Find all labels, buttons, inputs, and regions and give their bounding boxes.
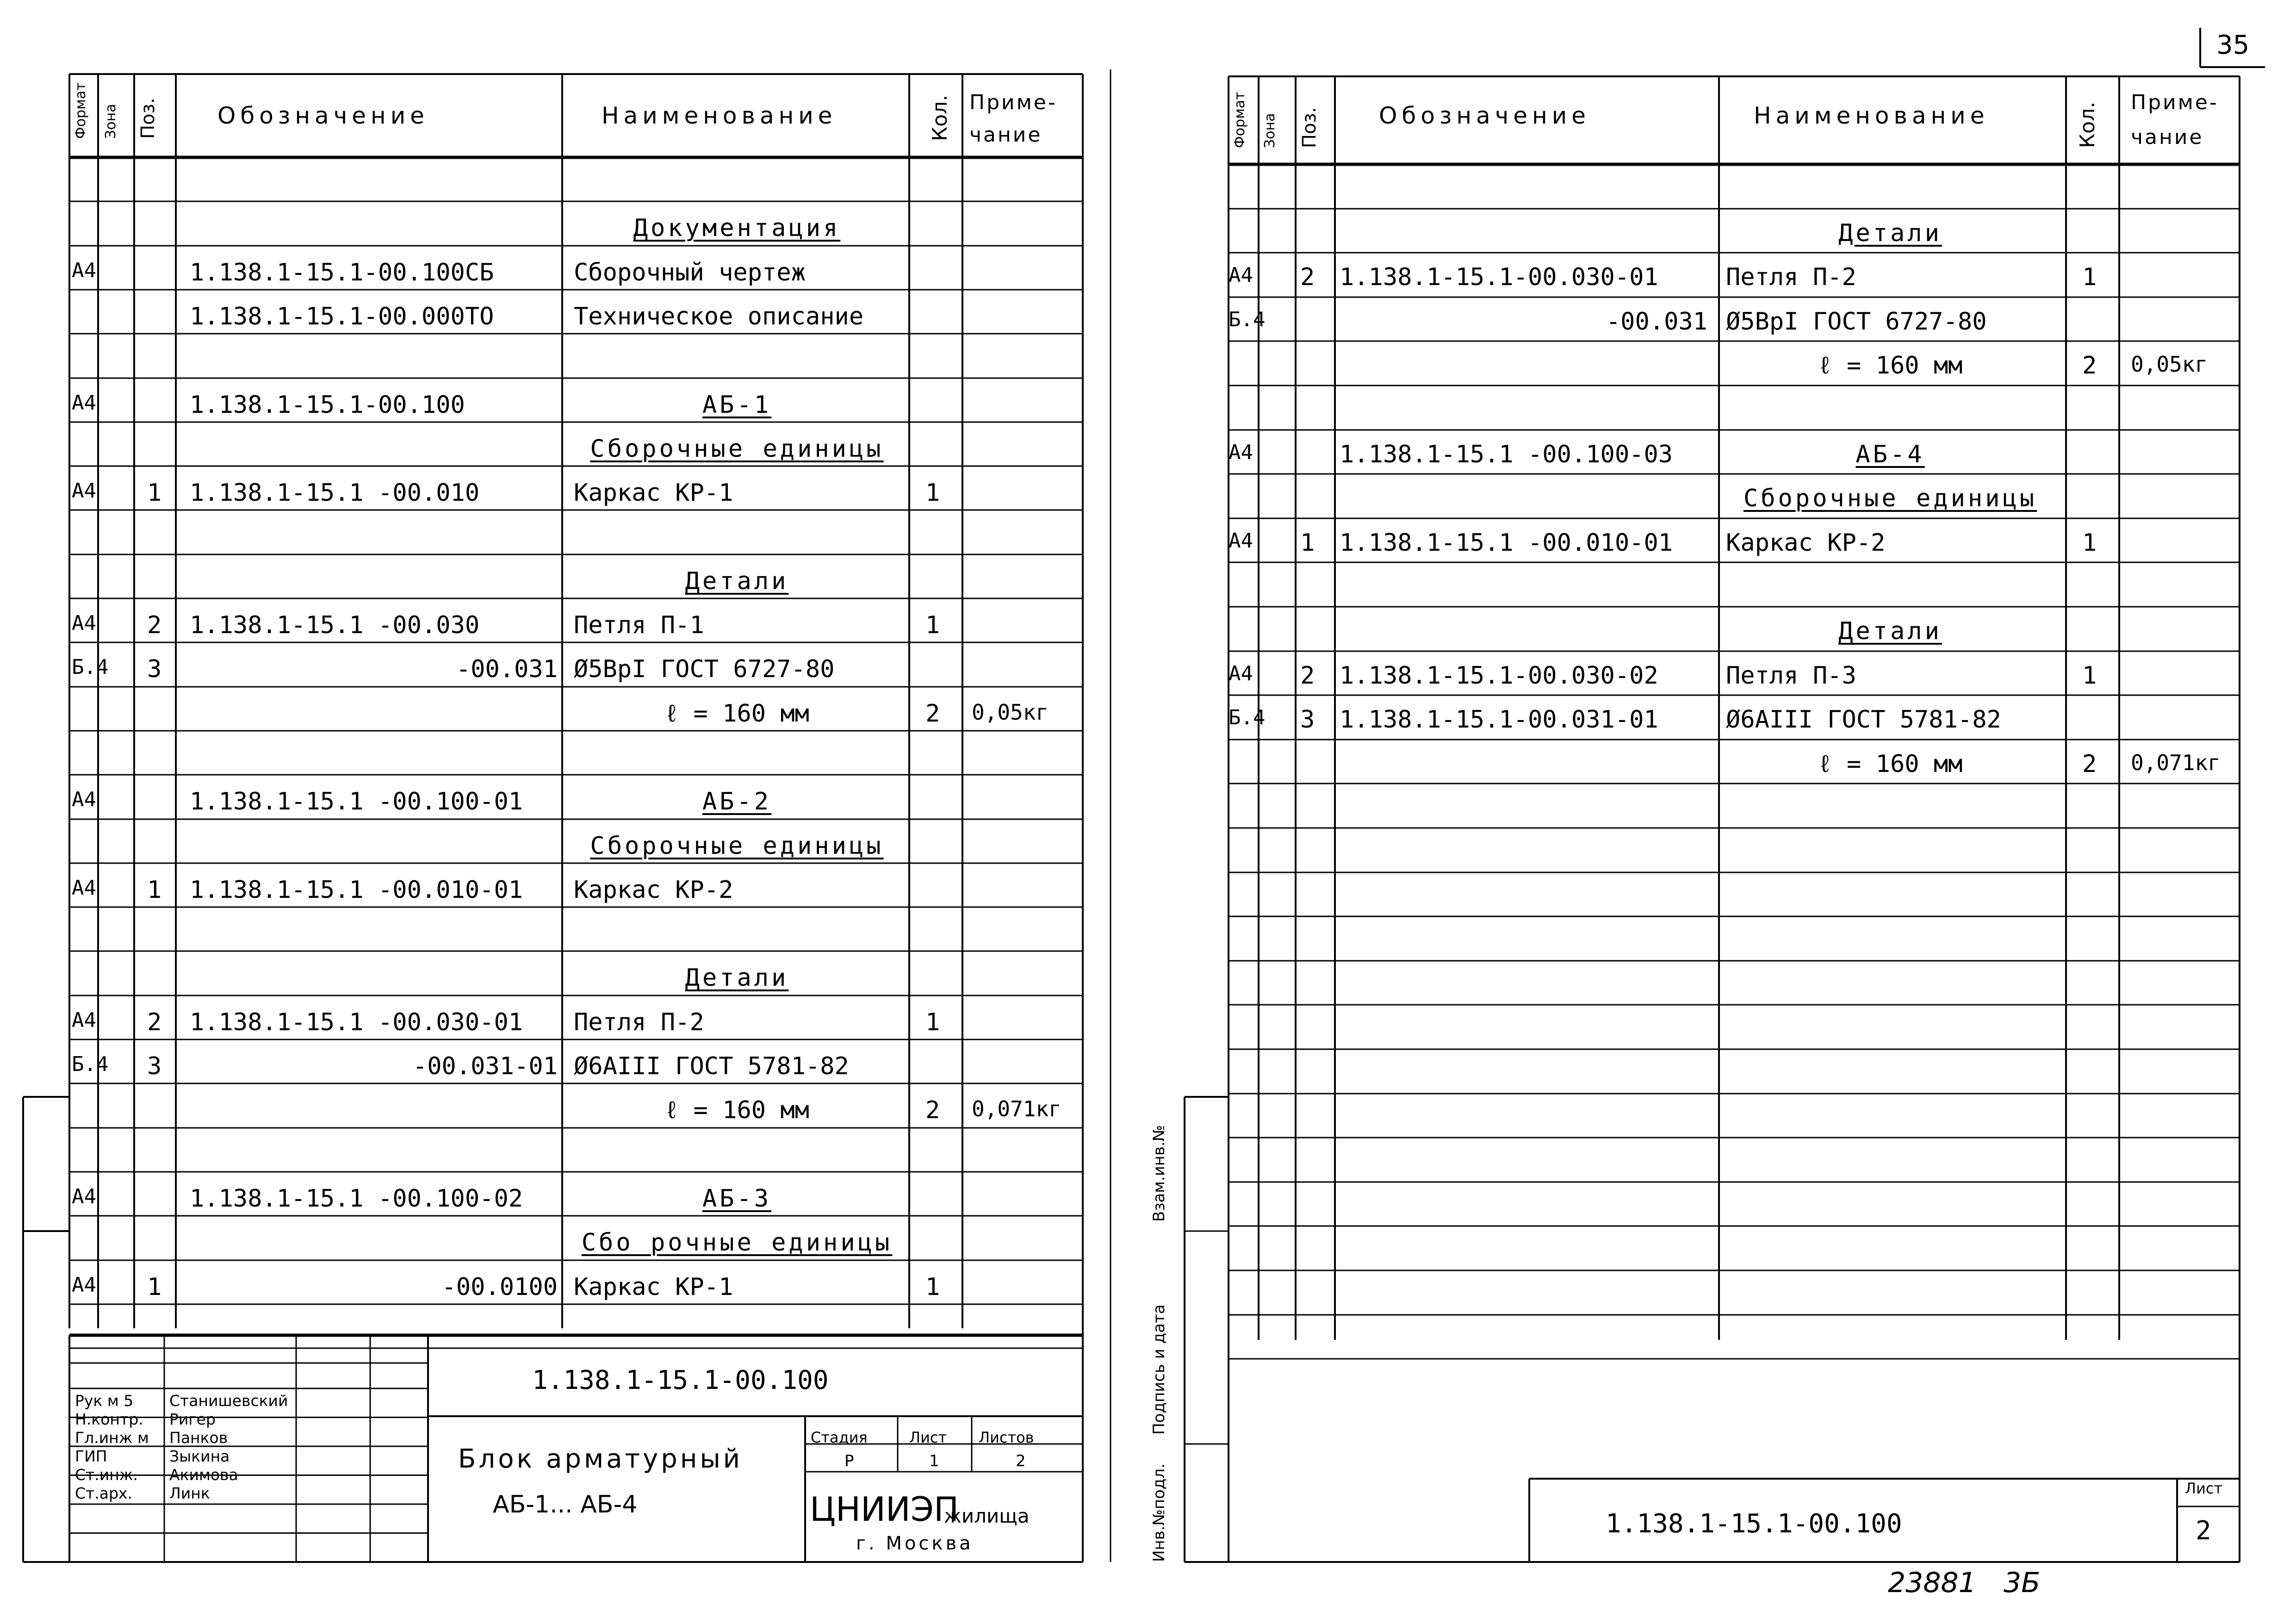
right-header-format: Формат [1232,92,1248,148]
row-quantity: 1 [925,1273,940,1301]
right-header-designation: Обозначение [1379,102,1590,129]
row-name: Ø6АIII ГОСТ 5781-82 [574,1052,849,1080]
right-header-zone: Зона [1262,113,1278,148]
row-format: Б.4 [72,655,109,679]
title-block-code: 1.138.1-15.1-00.100 [532,1365,829,1395]
row-position: 3 [1300,706,1315,734]
row-position: 1 [147,1273,162,1301]
row-format: А4 [72,479,96,503]
sheets-value: 2 [1016,1452,1026,1470]
row-position: 2 [1300,263,1315,292]
row-position: 2 [147,1008,162,1036]
row-name: Петля П-3 [1726,661,1856,690]
row-note: 0,05кг [972,699,1049,725]
row-designation: 1.138.1-15.1 -00.010-01 [190,876,523,904]
row-designation: -00.031 [1606,307,1707,336]
stamp-inv-podl: Инв.№подл. [1150,1463,1168,1562]
org-name: ЦНИИЭП [810,1490,959,1529]
row-name: АБ-2 [702,788,772,816]
row-format: А4 [72,876,96,900]
row-name: Петля П-1 [574,611,704,639]
sheet-number: 35 [2216,30,2250,60]
row-designation: -00.031 [456,655,558,684]
staff-name: Акимова [169,1466,238,1484]
row-name: Детали [685,567,789,595]
staff-name: Зыкина [169,1447,230,1465]
row-name: Сбо рочные единицы [581,1229,893,1257]
row-name: Ø6АIII ГОСТ 5781-82 [1726,706,2001,734]
row-designation: 1.138.1-15.1 -00.100-03 [1340,440,1673,468]
row-designation: 1.138.1-15.1-00.000ТО [190,302,494,330]
row-format: Б.4 [1229,706,1266,730]
staff-name: Станишевский [169,1392,288,1410]
stage-label: Стадия [811,1429,868,1446]
stage-value: Р [844,1452,854,1470]
org-city: г. Москва [856,1533,974,1554]
row-name: ℓ = 160 мм [664,1096,809,1125]
row-name: Каркас КР-2 [1726,529,1886,557]
row-format: А4 [72,1273,96,1297]
row-note: 0,05кг [2131,352,2208,377]
row-quantity: 1 [2082,263,2097,292]
left-header-zone: Зона [103,104,119,139]
org-suffix: жилища [944,1505,1030,1527]
row-name: Сборочный чертеж [574,258,806,286]
row-name: Каркас КР-1 [574,1273,733,1301]
row-position: 1 [147,479,162,507]
row-quantity: 2 [2082,750,2097,778]
stamp-podpis-data: Подпись и дата [1150,1304,1168,1435]
row-note: 0,071кг [2131,750,2221,775]
row-designation: 1.138.1-15.1 -00.100-02 [190,1184,523,1213]
left-header-qty: Кол. [928,94,952,141]
row-name: Сборочные единицы [590,832,884,860]
row-designation: 1.138.1-15.1-00.031-01 [1340,706,1658,734]
row-name: Ø5ВрI ГОСТ 6727-80 [574,655,835,684]
row-format: А4 [72,1008,96,1032]
row-position: 1 [1300,529,1315,557]
row-quantity: 1 [2082,529,2097,557]
staff-name: Панков [169,1429,228,1447]
row-name: АБ-4 [1855,440,1925,468]
right-footer-code: 1.138.1-15.1-00.100 [1606,1509,1902,1539]
left-header-note-1: Приме- [969,91,1057,114]
row-quantity: 1 [925,1008,940,1036]
row-format: А4 [1229,263,1253,287]
row-designation: 1.138.1-15.1-00.030-01 [1340,263,1658,292]
staff-name: Ригер [169,1410,216,1428]
row-name: Каркас КР-1 [574,479,733,507]
row-designation: 1.138.1-15.1-00.030-02 [1340,661,1658,690]
row-quantity: 2 [2082,352,2097,380]
row-designation: 1.138.1-15.1-00.100СБ [190,258,494,286]
row-name: Петля П-2 [1726,263,1856,292]
right-header-note-2: чание [2131,125,2204,149]
row-quantity: 1 [2082,661,2097,690]
row-name: Сборочные единицы [590,435,884,463]
row-position: 2 [147,611,162,639]
row-name: Сборочные единицы [1743,485,2037,513]
row-note: 0,071кг [972,1096,1061,1122]
row-designation: 1.138.1-15.1 -00.010-01 [1340,529,1673,557]
row-format: А4 [72,1184,96,1208]
row-name: ℓ = 160 мм [664,699,809,728]
left-header-note-2: чание [969,123,1043,147]
row-designation: 1.138.1-15.1-00.100 [190,391,465,419]
row-format: А4 [72,391,96,415]
row-designation: -00.031-01 [412,1052,558,1080]
row-name: Петля П-2 [574,1008,704,1036]
row-name: ℓ = 160 мм [1818,750,1963,778]
row-designation: 1.138.1-15.1 -00.100-01 [190,788,523,816]
row-quantity: 1 [925,611,940,639]
row-format: А4 [1229,661,1253,685]
row-format: А4 [72,258,96,282]
staff-role: Н.контр. [75,1410,143,1428]
staff-role: Ст.арх. [75,1484,132,1502]
title-block-title-1: Блок арматурный [458,1444,743,1474]
archive-suffix: 3Б [2004,1567,2041,1599]
archive-number: 23881 [1888,1567,1976,1599]
row-name: Детали [1838,617,1942,645]
right-footer-sheet: 2 [2196,1516,2211,1546]
left-header-designation: Обозначение [217,102,429,129]
row-name: Детали [1838,219,1942,247]
sheet-value: 1 [929,1452,939,1470]
row-name: ℓ = 160 мм [1818,352,1963,380]
row-position: 3 [147,655,162,684]
row-designation: 1.138.1-15.1 -00.030-01 [190,1008,523,1036]
row-format: А4 [1229,529,1253,553]
right-header-note-1: Приме- [2131,91,2219,114]
row-name: Ø5ВрI ГОСТ 6727-80 [1726,307,1987,336]
row-name: Детали [685,964,789,992]
row-quantity: 1 [925,479,940,507]
row-designation: 1.138.1-15.1 -00.010 [190,479,480,507]
staff-role: Рук м 5 [75,1392,134,1410]
title-block-title-2: АБ-1... АБ-4 [493,1491,638,1518]
staff-role: Гл.инж м [75,1429,149,1447]
row-name: АБ-3 [702,1184,772,1213]
right-footer-sheet-label: Лист [2185,1480,2223,1497]
row-format: А4 [72,611,96,635]
row-name: Документация [633,214,841,243]
row-name: Каркас КР-2 [574,876,733,904]
row-quantity: 2 [925,1096,940,1125]
right-header-qty: Кол. [2076,101,2099,148]
staff-role: ГИП [75,1447,107,1465]
sheets-label: Листов [979,1429,1034,1446]
row-format: А4 [72,788,96,812]
row-designation: -00.0100 [441,1273,558,1301]
row-format: Б.4 [72,1052,109,1076]
stamp-vzam-inv: Взам.инв.№ [1150,1125,1168,1222]
row-position: 1 [147,876,162,904]
row-quantity: 2 [925,699,940,728]
row-position: 2 [1300,661,1315,690]
row-name: Техническое описание [574,302,864,330]
left-header-name: Наименование [602,102,837,129]
left-header-pos: Поз. [137,98,159,139]
left-header-format: Формат [73,82,89,139]
staff-role: Ст.инж. [75,1466,138,1484]
row-format: А4 [1229,440,1253,464]
sheet-label: Лист [909,1429,947,1446]
row-position: 3 [147,1052,162,1080]
right-header-pos: Поз. [1299,107,1320,148]
staff-name: Линк [169,1484,210,1502]
row-designation: 1.138.1-15.1 -00.030 [190,611,480,639]
row-name: АБ-1 [702,391,772,419]
row-format: Б.4 [1229,307,1266,331]
right-header-name: Наименование [1754,102,1989,129]
